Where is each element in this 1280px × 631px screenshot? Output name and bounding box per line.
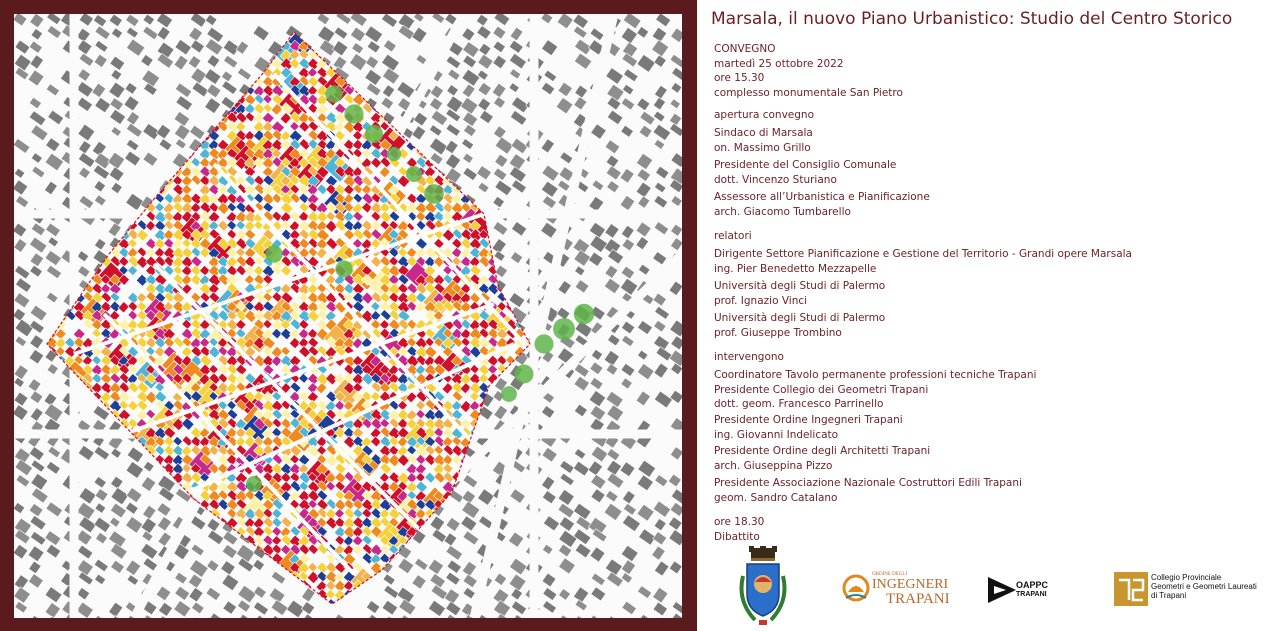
intervention-line: Coordinatore Tavolo permanente professioni tecniche Trapani bbox=[714, 369, 1037, 381]
map-svg bbox=[14, 14, 682, 618]
ordine-ingegneri-trapani-logo bbox=[842, 572, 950, 608]
intervention bbox=[714, 476, 1022, 505]
green-area bbox=[534, 334, 553, 353]
intervention-line: arch. Giuseppina Pizzo bbox=[714, 459, 833, 472]
oappc-trapani-logo bbox=[988, 577, 1048, 603]
speaker-role: Università degli Studi di Palermo bbox=[714, 280, 886, 292]
speaker bbox=[714, 311, 885, 340]
green-area bbox=[335, 260, 352, 277]
logo-oappc-name: OAPPC bbox=[1016, 580, 1049, 590]
opening-heading: apertura convegno bbox=[714, 109, 815, 121]
green-area bbox=[574, 304, 594, 324]
speaker-role: Università degli Studi di Palermo bbox=[714, 312, 886, 324]
intervention-line: geom. Sandro Catalano bbox=[714, 491, 838, 504]
closing bbox=[714, 515, 764, 544]
green-area bbox=[424, 184, 444, 204]
logo-collegio-line1: Collegio Provinciale bbox=[1151, 573, 1222, 582]
green-area bbox=[325, 85, 342, 102]
intervention-line: Presidente Ordine Ingegneri Trapani bbox=[714, 414, 903, 426]
opening-speaker bbox=[714, 158, 896, 187]
speaker-role: Presidente del Consiglio Comunale bbox=[714, 159, 897, 171]
green-area bbox=[344, 104, 363, 123]
intervention-line: Presidente Collegio dei Geometri Trapani bbox=[714, 383, 929, 396]
green-area bbox=[365, 125, 383, 143]
closing-time: ore 18.30 bbox=[714, 516, 765, 528]
intervention bbox=[714, 444, 930, 473]
logo-oappc-city: TRAPANI bbox=[1016, 591, 1047, 598]
event-details bbox=[714, 42, 903, 100]
speaker-name: on. Massimo Grillo bbox=[714, 141, 811, 154]
speakers-heading: relatori bbox=[714, 230, 752, 242]
green-area bbox=[501, 386, 517, 402]
intervention-line: Presidente Associazione Nazionale Costruttori Edili Trapani bbox=[714, 477, 1022, 489]
event-type: CONVEGNO bbox=[714, 43, 776, 55]
speaker-name: prof. Giuseppe Trombino bbox=[714, 326, 842, 339]
logo-ingegneri-small: ORDINE DEGLI bbox=[872, 572, 908, 577]
historic-centre-map bbox=[14, 14, 682, 618]
opening-speaker bbox=[714, 190, 930, 219]
speaker-role: Sindaco di Marsala bbox=[714, 127, 813, 139]
speaker bbox=[714, 247, 1132, 276]
closing-label: Dibattito bbox=[714, 530, 760, 543]
intervention-line: ing. Giovanni Indelicato bbox=[714, 428, 839, 441]
speaker bbox=[714, 279, 885, 308]
intervention-line: Presidente Ordine degli Architetti Trapani bbox=[714, 445, 931, 457]
event-date: martedì 25 ottobre 2022 bbox=[714, 57, 844, 70]
intervention bbox=[714, 413, 903, 442]
speaker-name: prof. Ignazio Vinci bbox=[714, 294, 808, 307]
event-info-panel bbox=[697, 0, 1280, 631]
logo-collegio-line2: Geometri e Geometri Laureati bbox=[1151, 582, 1257, 591]
speaker-name: ing. Pier Benedetto Mezzapelle bbox=[714, 262, 877, 275]
marsala-coat-of-arms-logo bbox=[735, 546, 791, 626]
event-venue: complesso monumentale San Pietro bbox=[714, 86, 903, 99]
intervention bbox=[714, 368, 1036, 412]
speaker-role: Assessore all’Urbanistica e Pianificazione bbox=[714, 191, 930, 203]
event-time: ore 15.30 bbox=[714, 72, 765, 84]
logo-collegio-line3: di Trapani bbox=[1151, 591, 1187, 600]
opening-speaker bbox=[714, 126, 813, 155]
speaker-role: Dirigente Settore Pianificazione e Gestione del Territorio - Grandi opere Marsala bbox=[714, 248, 1132, 260]
intervention-line: dott. geom. Francesco Parrinello bbox=[714, 398, 884, 410]
logo-ingegneri-big: INGEGNERI bbox=[872, 577, 949, 592]
green-area bbox=[514, 364, 533, 383]
green-area bbox=[387, 147, 401, 161]
speaker-name: arch. Giacomo Tumbarello bbox=[714, 205, 851, 218]
page-title: Marsala, il nuovo Piano Urbanistico: Studio del Centro Storico bbox=[711, 9, 1233, 29]
collegio-geometri-trapani-logo bbox=[1114, 572, 1266, 608]
green-area bbox=[553, 318, 575, 340]
interventions-heading: intervengono bbox=[714, 351, 784, 363]
green-area bbox=[265, 245, 282, 262]
logo-ingegneri-city: TRAPANI bbox=[886, 591, 950, 607]
green-area bbox=[406, 166, 422, 182]
speaker-name: dott. Vincenzo Sturiano bbox=[714, 173, 837, 186]
green-area bbox=[246, 476, 262, 492]
